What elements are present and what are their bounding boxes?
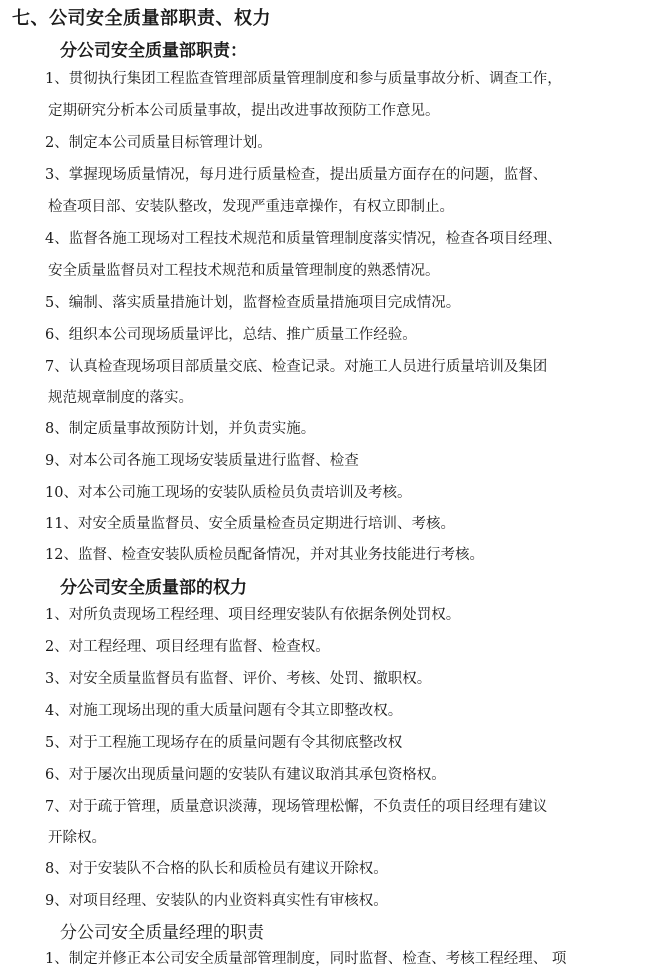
power-item-3: 3、对安全质量监督员有监督、评价、考核、处罚、撤职权。 [45, 671, 432, 687]
power-item-6: 6、对于屡次出现质量问题的安装队有建议取消其承包资格权。 [45, 767, 446, 783]
duty-item-3-line-2: 检查项目部、安装队整改，发现严重违章操作，有权立即制止。 [48, 199, 454, 215]
power-item-8: 8、对于安装队不合格的队长和质检员有建议开除权。 [45, 861, 388, 877]
duty-item-5: 5、编制、落实质量措施计划，监督检查质量措施项目完成情况。 [45, 295, 461, 311]
powers-heading: 分公司安全质量部的权力 [60, 578, 247, 598]
duty-item-4-line-2: 安全质量监督员对工程技术规范和质量管理制度的熟悉情况。 [48, 263, 440, 279]
duty-item-10: 10、对本公司施工现场的安装队质检员负责培训及考核。 [45, 485, 412, 501]
duty-item-11: 11、对安全质量监督员、安全质量检查员定期进行培训、考核。 [45, 516, 455, 532]
power-item-2: 2、对工程经理、项目经理有监督、检查权。 [45, 639, 330, 655]
power-item-1: 1、对所负责现场工程经理、项目经理安装队有依据条例处罚权。 [45, 607, 461, 623]
duty-item-6: 6、组织本公司现场质量评比，总结、推广质量工作经验。 [45, 327, 417, 343]
duty-item-7-line-2: 规范规章制度的落实。 [48, 390, 193, 406]
duty-item-8: 8、制定质量事故预防计划，并负责实施。 [45, 421, 316, 437]
power-item-5: 5、对于工程施工现场存在的质量问题有令其彻底整改权 [45, 735, 403, 751]
duty-item-2: 2、制定本公司质量目标管理计划。 [45, 135, 272, 151]
duty-item-1-line-2: 定期研究分析本公司质量事故，提出改进事故预防工作意见。 [48, 103, 440, 119]
duty-item-12: 12、监督、检查安装队质检员配备情况，并对其业务技能进行考核。 [45, 547, 484, 563]
section-title: 七、公司安全质量部职责、权力 [12, 8, 271, 29]
duty-item-4-line-1: 4、监督各施工现场对工程技术规范和质量管理制度落实情况，检查各项目经理、 [45, 231, 562, 247]
duty-item-9: 9、对本公司各施工现场安装质量进行监督、检查 [45, 453, 359, 469]
power-item-9: 9、对项目经理、安装队的内业资料真实性有审核权。 [45, 893, 388, 909]
duty-item-3-line-1: 3、掌握现场质量情况，每月进行质量检查，提出质量方面存在的问题，监督、 [45, 167, 548, 183]
manager-heading: 分公司安全质量经理的职责 [60, 923, 264, 943]
duties-heading: 分公司安全质量部职责： [60, 41, 247, 61]
duty-item-1-line-1: 1、贯彻执行集团工程监查管理部质量管理制度和参与质量事故分析、调查工作， [45, 71, 562, 87]
power-item-7-line-2: 开除权。 [48, 830, 106, 846]
power-item-7-line-1: 7、对于疏于管理，质量意识淡薄，现场管理松懈，不负责任的项目经理有建议 [45, 799, 548, 815]
manager-duty-item-1: 1、制定并修正本公司安全质量部管理制度，同时监督、检查、考核工程经理、 项 [45, 951, 567, 967]
duty-item-7-line-1: 7、认真检查现场项目部质量交底、检查记录。对施工人员进行质量培训及集团 [45, 359, 548, 375]
power-item-4: 4、对施工现场出现的重大质量问题有令其立即整改权。 [45, 703, 403, 719]
